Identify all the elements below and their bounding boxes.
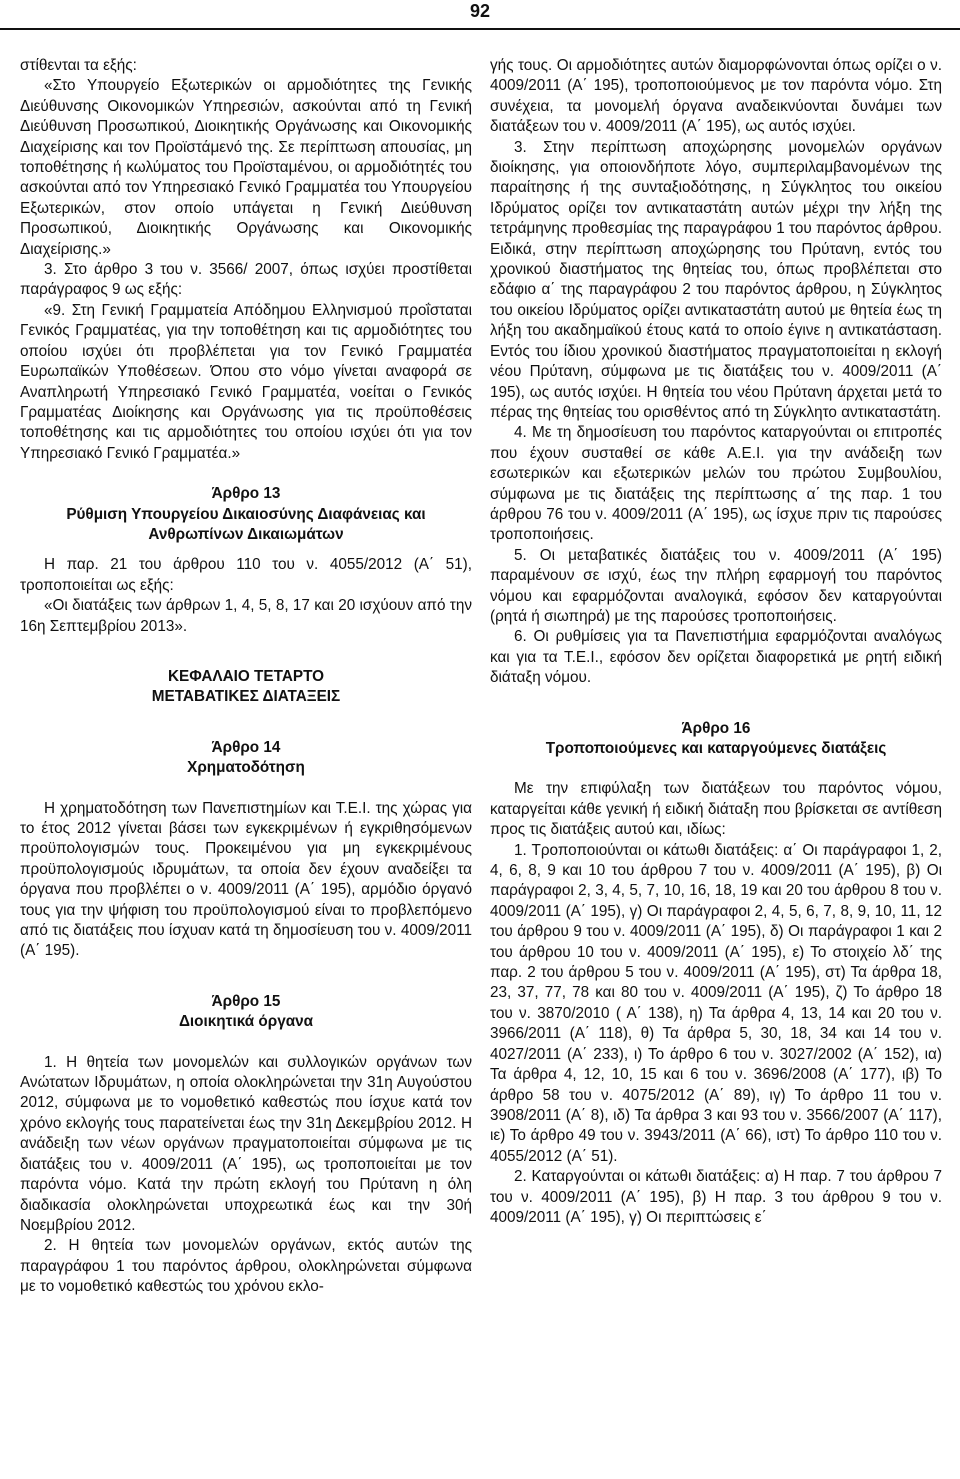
article-16-subtitle: Τροποποιούμενες και καταργούμενες διατάξεις bbox=[545, 740, 887, 757]
left-column bbox=[20, 56, 472, 1298]
paragraph: 6. Οι ρυθμίσεις για τα Πανεπιστήμια εφαρμόζονται αναλόγως και για τα Τ.Ε.Ι., εφόσον δεν ορίζεται διαφορετικά με ρητή ειδική διάταξη νόμου. bbox=[490, 628, 942, 687]
paragraph: 5. Οι μεταβατικές διατάξεις του ν. 4009/2011 (Α΄ 195) παραμένουν σε ισχύ, έως την πλήρη εφαρμογή του παρόντος νόμου και εφαρμόζονται αναλογικά, εφόσον δεν καταργούνται (ρητά ή σιωπηρά) με της παρούσες τροποποιήσεις. bbox=[490, 546, 942, 625]
article-13-title: Άρθρο 13 bbox=[211, 485, 281, 503]
right-column bbox=[490, 56, 942, 1228]
paragraph: «Οι διατάξεις των άρθρων 1, 4, 5, 8, 17 και 20 ισχύουν από την 16η Σεπτεμβρίου 2013». bbox=[20, 597, 472, 635]
paragraph: 2. Η θητεία των μονομελών οργάνων, εκτός αυτών της παραγράφου 1 του παρόντος άρθρου, ολοκληρώνεται σύμφωνα με το νομοθετικό καθεστώς του χρόνου εκλο- bbox=[20, 1237, 472, 1296]
page-number: 92 bbox=[469, 1, 491, 21]
paragraph: 4. Με τη δημοσίευση του παρόντος καταργούνται οι επιτροπές που έχουν συσταθεί σε κάθε Α.Ε.Ι. για την ανάδειξη των εσωτερικών και εξωτερικών μελών του πρώτου Συμβουλίου, σύμφωνα με τις διατάξεις της περίπτωσης α΄ της παρ. 1 του άρθρου 76 του ν. 4009/2011 (Α΄ 195), ως ίσχυε πριν τις παρούσες τροποποιήσεις. bbox=[490, 424, 942, 544]
article-15-subtitle: Διοικητικά όργανα bbox=[178, 1013, 314, 1031]
paragraph: «Στο Υπουργείο Εξωτερικών οι αρμοδιότητες της Γενικής Διεύθυνσης Οικονομικών Υπηρεσιών, ασκούνται από τη Γενική Διεύθυνση Προσωπικού, Διοικητικής Οργάνωσης και Οικονομικής Διαχείρισης και τον Προϊστάμενό της. Σε περίπτωση απουσίας, μη τοποθέτησης ή κωλύματος του Προϊσταμένου, οι αρμοδιότητές του ασκούνται από τον Υπηρεσιακό Γενικό Γραμματέα του Υπουργείου Εξωτερικών, στον οποίο υπάγεται η Γενική Διεύθυνση Προσωπικού, Διοικητικής Οργάνωσης και Οικονομικής Διαχείρισης.» bbox=[20, 77, 472, 258]
header-rule bbox=[0, 28, 960, 30]
paragraph: στίθενται τα εξής: bbox=[20, 57, 137, 74]
paragraph: 1. Η θητεία των μονομελών και συλλογικών οργάνων των Ανώτατων Ιδρυμάτων, η οποία ολοκληρώνεται την 31η Αυγούστου 2012, σύμφωνα με το νομοθετικό καθεστώς που ίσχυε κατά τον χρόνο εκλογής τους παρατείνεται έως την 31η Δεκεμβρίου 2012. Η ανάδειξη των νέων οργάνων πραγματοποιείται σύμφωνα με τις διατάξεις του ν. 4009/2011 (Α΄ 195), ως τροποποιείται με τον παρόντα νόμο. Κατά την πρώτη εκλογή του Πρύτανη η όλη διαδικασία ολοκληρώνεται υποχρεωτικά έως και την 30ή Νοεμβρίου 2012. bbox=[20, 1053, 472, 1234]
paragraph: γής τους. Οι αρμοδιότητες αυτών διαμορφώνονται όπως ορίζει ο ν. 4009/2011 (Α΄ 195), τροποποιούμενος με τον παρόντα νόμο. Στη συνέχεια, τα μονομελή όργανα αναδεικνύονται δυνάμει των διατάξεων του ν. 4009/2011 (Α΄ 195), ως αυτός ισχύει. bbox=[490, 57, 942, 136]
paragraph: Με την επιφύλαξη των διατάξεων του παρόντος νόμου, καταργείται κάθε γενική ή ειδική διάταξη που βρίσκεται σε αντίθεση προς τις διατάξεις αυτού και, ιδίως: bbox=[490, 780, 942, 839]
article-13-subtitle: Ρύθμιση Υπουργείου Δικαιοσύνης Διαφάνειας και bbox=[66, 505, 426, 523]
paragraph: Η χρηματοδότηση των Πανεπιστημίων και Τ.Ε.Ι. της χώρας για το έτος 2012 γίνεται βάσει των εγκεκριμένων ή εγκριθησόμενων προϋπολογισμών τους. Προκειμένου για μη εγκεκριμένους προϋπολογισμούς ιδρυμάτων, τα οποία δεν έχουν αναδείξει τα όργανα που προβλέπει ο ν. 4009/2011 (Α΄ 195), αρμόδιο όργανό τους για την ψήφιση του προϋπολογισμού είναι το προβλεπόμενο από τις διατάξεις που ίσχυαν κατά τη δημοσίευση του ν. 4009/2011 (Α΄ 195). bbox=[20, 799, 472, 960]
paragraph: Η παρ. 21 του άρθρου 110 του ν. 4055/2012 (Α΄ 51), τροποποιείται ως εξής: bbox=[20, 556, 472, 594]
article-13-subtitle: Ανθρωπίνων Δικαιωμάτων bbox=[148, 525, 344, 543]
chapter-title: ΚΕΦΑΛΑΙΟ ΤΕΤΑΡΤΟ bbox=[167, 667, 325, 685]
article-15-title: Άρθρο 15 bbox=[211, 992, 281, 1010]
paragraph: «9. Στη Γενική Γραμματεία Απόδημου Ελληνισμού προΐσταται Γενικός Γραμματέας, για την τοποθέτηση και τις αρμοδιότητες του οποίου ισχύει ότι προβλέπεται για τον Γενικό Γραμματέα Ευρωπαϊκών Υποθέσεων. Όπου στο νόμο γίνεται αναφορά σε Αναπληρωτή Υπηρεσιακό Γενικό Γραμματέα, νοείται ο Γενικός Γραμματέας Διοίκησης και Οργάνωσης για τις προϋποθέσεις τοποθέτησης και τις αρμοδιότητες του οποίου ισχύει ότι για τον Υπηρεσιακό Γενικό Γραμματέα.» bbox=[20, 301, 472, 462]
article-16-title: Άρθρο 16 bbox=[681, 719, 751, 737]
paragraph: 3. Στο άρθρο 3 του ν. 3566/ 2007, όπως ισχύει προστίθεται παράγραφος 9 ως εξής: bbox=[20, 261, 472, 299]
paragraph: 3. Στην περίπτωση αποχώρησης μονομελών οργάνων διοίκησης, για οποιονδήποτε λόγο, συμπεριλαμβανομένων της παραίτησης ή της συνταξιοδότησης, η Σύγκλητος του οικείου Ιδρύματος ορίζει τον αντικαταστάτη αυτών μέχρι την λήξη της τετράμηνης προθεσμίας της παραγράφου 1 του παρόντος άρθρου. Ειδικά, στην περίπτωση αποχώρησης του Πρύτανη, εντός του χρονικού διαστήματος της θητείας του, όπως προβλέπεται στο εδάφιο α΄ της παραγράφου 2 του παρόντος άρθρου, η Σύγκλητος του οικείου Ιδρύματος ορίζει αντικαταστάτη αυτού με θητεία έως τη λήξη του ακαδημαϊκού έτους κατά το οποίο έγινε η αντικατάσταση. Εντός του ίδιου χρονικού διαστήματος πραγματοποιείται η εκλογή νέου Πρύτανη, σύμφωνα με τις διατάξεις του ν. 4009/2011 (Α΄ 195), ως αυτός ισχύει. Η θητεία του νέου Πρύτανη άρχεται μετά το πέρας της θητείας του ορισθέντος από τη Σύγκλητο αντικαταστάτη. bbox=[490, 138, 942, 421]
article-14-title: Άρθρο 14 bbox=[211, 738, 281, 756]
paragraph: 2. Καταργούνται οι κάτωθι διατάξεις: α) Η παρ. 7 του άρθρου 7 του ν. 4009/2011 (Α΄ 195), β) Η παρ. 3 του άρθρου 9 του ν. 4009/2011 (Α΄ 195), γ) Οι περιπτώσεις ε΄ bbox=[490, 1168, 942, 1226]
chapter-subtitle: ΜΕΤΑΒΑΤΙΚΕΣ ΔΙΑΤΑΞΕΙΣ bbox=[151, 688, 341, 706]
paragraph: 1. Τροποποιούνται οι κάτωθι διατάξεις: α΄ Οι παράγραφοι 1, 2, 4, 6, 8, 9 και 10 του άρθρου 7 του ν. 4009/2011 (Α΄ 195), β) Οι παράγραφοι 2, 3, 4, 5, 7, 10, 16, 18, 19 και 20 του άρθρου 8 του ν. 4009/2011 (Α΄ 195), γ) Οι παράγραφοι 2, 4, 5, 6, 7, 8, 9, 10, 11, 12 του άρθρου 9 του ν. 4009/2011 (Α΄ 195), δ) Οι παράγραφοι 1 και 2 του άρθρου 10 του ν. 4009/2011 (Α΄ 195), ε) Το στοιχείο λδ΄ της παρ. 2 του άρθρου 5 του ν. 4009/2011 (Α΄ 195), στ) Τα άρθρα 18, 23, 37, 77, 78 και 80 του ν. 4009/2011 (Α΄ 195), ζ) Το άρθρο 18 του ν. 3870/2010 ( Α΄ 138), η) Τα άρθρα 4, 13, 14 και 20 του ν. 3966/2011 (Α΄ 118), θ) Τα άρθρα 5, 30, 18, 34 και 14 του ν. 4027/2011 (Α΄ 233), ι) Το άρθρο 6 του ν. 3027/2002 (Α΄ 152), ια) Τα άρθρα 4, 12, 10, 15 και 6 του ν. 3696/2008 (Α΄ 177), ιβ) Το άρθρο 58 του ν. 4075/2012 (Α΄ 89), ιγ) Το άρθρο 11 του ν. 3908/2011 (Α΄ 8), ιδ) Τα άρθρα 3 και 93 του ν. 3566/2007 (Α΄ 117), ιε) Το άρθρο 49 του ν. 3943/2011 (Α΄ 66), ιστ) Το άρθρο 110 του ν. 4055/2012 (Α΄ 51). bbox=[490, 841, 942, 1165]
article-14-subtitle: Χρηματοδότηση bbox=[187, 759, 305, 777]
